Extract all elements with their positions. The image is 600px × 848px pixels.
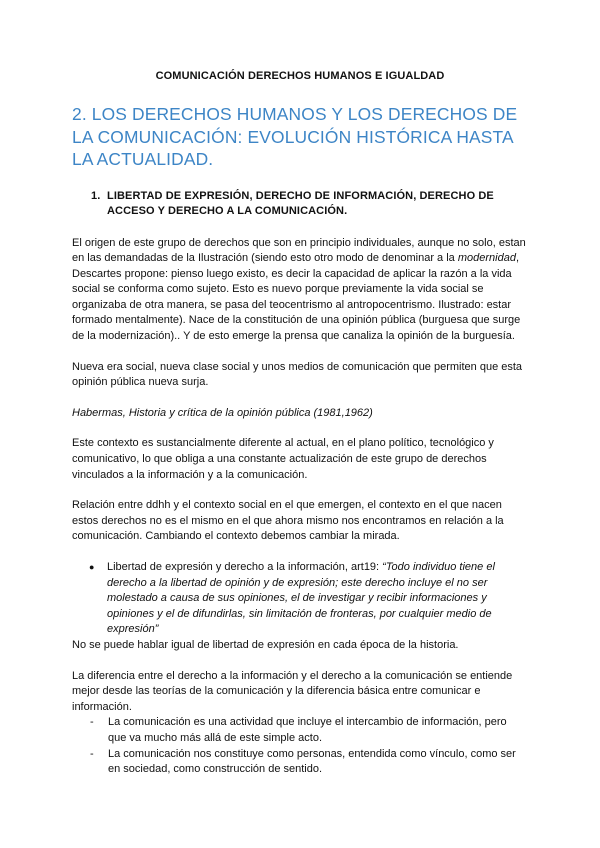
bullet-body: [107, 560, 528, 638]
subsection-heading: [91, 189, 528, 220]
bullet-item-art19: [89, 560, 528, 638]
bullet-plain-text: Libertad de expresión y derecho a la información, art19:: [107, 561, 383, 573]
paragraph-origin: [72, 236, 528, 345]
paragraph-origin-italic: modernidad: [457, 252, 516, 265]
dash-item-text: La comunicación es una actividad que incluye el intercambio de información, pero que va mucho más allá de este simple acto.: [108, 716, 507, 744]
paragraph-relation: Relación entre ddhh y el contexto social en el que emergen, el contexto en el que nacen estos derechos no es el mismo en el que ahora mismo nos encontramos en relación a la comunicación. Cambiando el contexto debemos cambiar la mirada.: [72, 499, 504, 543]
subsection-number: 1.: [91, 189, 101, 202]
paragraph-origin-part1: El origen de este grupo de derechos que son en principio individuales, aunque no solo, estan en las demandadas de la Ilustración (siendo esto otro modo de denominar a la: [72, 236, 526, 265]
dash-item-constitutes: [90, 747, 528, 778]
bullet-quote: “Todo individuo tiene el derecho a la libertad de opinión y de expresión; este derecho incluye el no ser molestado a causa de sus opiniones, el de investigar y recibir informaciones y opiniones y el de difundirlas, sin limitación de fronteras, por cualquier medio de expresión”: [107, 561, 495, 636]
document-title: COMUNICACIÓN DERECHOS HUMANOS E IGUALDAD: [155, 70, 445, 82]
paragraph-epoch: No se puede hablar igual de libertad de expresión en cada época de la historia.: [72, 638, 459, 651]
paragraph-difference: La diferencia entre el derecho a la información y el derecho a la comunicación se entiende mejor desde las teorías de la comunicación y la diferencia básica entre comunicar e información.: [72, 669, 513, 713]
citation-habermas: Habermas, Historia y crítica de la opinión pública (1981,1962): [72, 406, 373, 419]
paragraph-new-era: Nueva era social, nueva clase social y unos medios de comunicación que permiten que esta opinión pública nueva surja.: [72, 360, 523, 389]
subsection-title: LIBERTAD DE EXPRESIÓN, DERECHO DE INFORMACIÓN, DERECHO DE ACCESO Y DERECHO A LA COMUNICACIÓN.: [107, 189, 494, 217]
paragraph-origin-part2: , Descartes propone: pienso luego existo, es decir la capacidad de aplicar la razón a la vida social se conforma como sujeto. Esto es nuevo porque previamente la vida social se organizaba de otra manera, se pasa del teocentrismo al antropocentrismo. Ilustrado: estar formado mentalmente). Nace de la constitución de una opinión pública (burguesa que surge de la modernización).. Y de esto emerge la prensa que canaliza la opinión de la burguesía.: [72, 252, 521, 343]
section-heading: 2. LOS DERECHOS HUMANOS Y LOS DERECHOS DE LA COMUNICACIÓN: EVOLUCIÓN HISTÓRICA HASTA LA ACTUALIDAD.: [72, 104, 518, 169]
bullet-marker: ●: [89, 562, 95, 572]
paragraph-context: Este contexto es sustancialmente diferente al actual, en el plano político, tecnológico y comunicativo, lo que obliga a una constante actualización de este grupo de derechos vinculados a la información y a la comunicación.: [72, 437, 494, 481]
dash-item-activity: [90, 715, 528, 746]
dash-marker: -: [90, 716, 94, 729]
dash-marker: -: [90, 747, 94, 760]
dash-item-text: La comunicación nos constituye como personas, entendida como vínculo, como ser en sociedad, como construcción de sentido.: [108, 747, 516, 776]
